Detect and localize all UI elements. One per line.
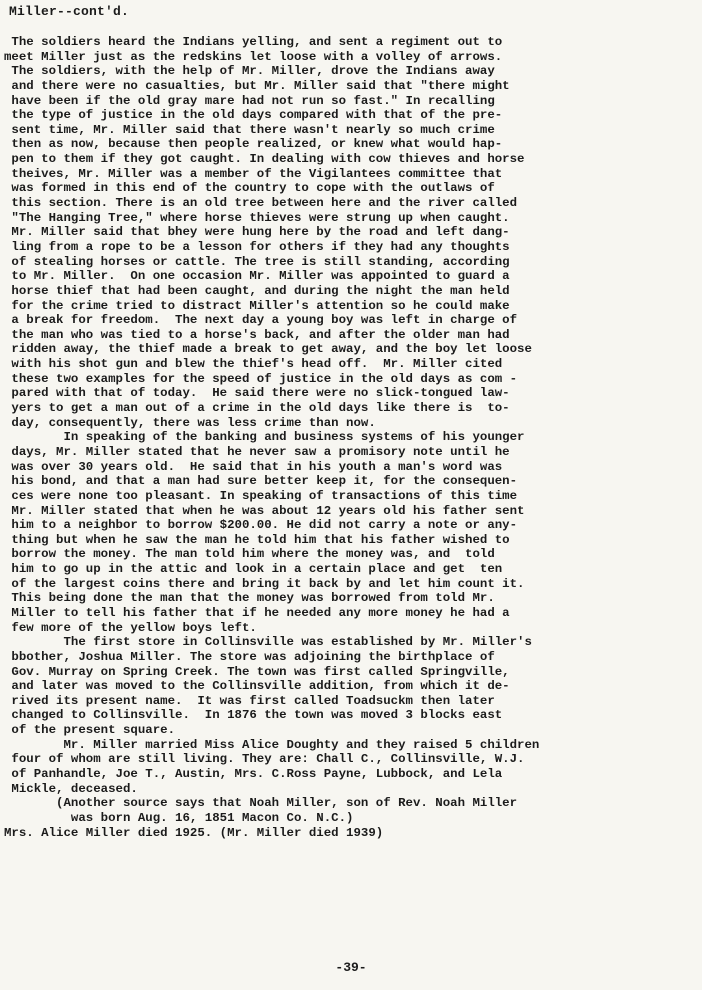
text-line: Mrs. Alice Miller died 1925. (Mr. Miller died 1939) bbox=[4, 825, 384, 840]
text-line: the man who was tied to a horse's back, and after the older man had bbox=[4, 327, 510, 342]
text-line: have been if the old gray mare had not run so fast." In recalling bbox=[4, 93, 495, 108]
text-line: him to a neighbor to borrow $200.00. He did not carry a note or any- bbox=[4, 518, 518, 533]
text-line: bbother, Joshua Miller. The store was adjoining the birthplace of bbox=[4, 649, 495, 664]
text-line: ling from a rope to be a lesson for others if they had any thoughts bbox=[4, 239, 510, 254]
page-number: -39- bbox=[335, 960, 367, 975]
text-line: days, Mr. Miller stated that he never saw a promisory note until he bbox=[4, 444, 510, 459]
text-line: of stealing horses or cattle. The tree is still standing, according bbox=[4, 254, 510, 269]
text-line: of Panhandle, Joe T., Austin, Mrs. C.Ross Payne, Lubbock, and Lela bbox=[4, 767, 503, 782]
text-line: sent time, Mr. Miller said that there wasn't nearly so much crime bbox=[4, 122, 495, 137]
text-line: Gov. Murray on Spring Creek. The town was first called Springville, bbox=[4, 664, 510, 679]
text-line: (Another source says that Noah Miller, son of Rev. Noah Miller bbox=[4, 796, 518, 811]
text-line: was formed in this end of the country to cope with the outlaws of bbox=[4, 181, 495, 196]
text-line: this section. There is an old tree between here and the river called bbox=[4, 196, 518, 211]
text-line: ridden away, the thief made a break to get away, and the boy let loose bbox=[4, 342, 532, 357]
text-line: Mr. Miller married Miss Alice Doughty and they raised 5 children bbox=[4, 737, 540, 752]
text-line: and there were no casualties, but Mr. Miller said that "there might bbox=[4, 78, 510, 93]
text-line: Miller to tell his father that if he needed any more money he had a bbox=[4, 605, 510, 620]
text-line: to Mr. Miller. On one occasion Mr. Miller was appointed to guard a bbox=[4, 269, 510, 284]
text-line: then as now, because then people realized, or knew what would hap- bbox=[4, 137, 503, 152]
text-line: of the largest coins there and bring it back by and let him count it. bbox=[4, 576, 525, 591]
text-line: thing but when he saw the man he told him that his father wished to bbox=[4, 532, 510, 547]
text-line: rived its present name. It was first called Toadsuckm then later bbox=[4, 693, 495, 708]
text-line: four of whom are still living. They are: Chall C., Collinsville, W.J. bbox=[4, 752, 525, 767]
text-line: pared with that of today. He said there were no slick-tongued law- bbox=[4, 386, 510, 401]
text-line: Mickle, deceased. bbox=[4, 781, 138, 796]
text-line: horse thief that had been caught, and during the night the man held bbox=[4, 283, 510, 298]
text-line: ces were none too pleasant. In speaking of transactions of this time bbox=[4, 488, 518, 503]
text-line: was over 30 years old. He said that in his youth a man's word was bbox=[4, 459, 503, 474]
text-line: borrow the money. The man told him where the money was, and told bbox=[4, 547, 495, 562]
text-line: these two examples for the speed of justice in the old days as com - bbox=[4, 371, 518, 386]
text-line: Mr. Miller stated that when he was about 12 years old his father sent bbox=[4, 503, 525, 518]
text-line: and later was moved to the Collinsville addition, from which it de- bbox=[4, 679, 510, 694]
text-line: "The Hanging Tree," where horse thieves were strung up when caught. bbox=[4, 210, 510, 225]
text-line: with his shot gun and blew the thief's head off. Mr. Miller cited bbox=[4, 357, 503, 372]
text-line: his bond, and that a man had sure better keep it, for the consequen- bbox=[4, 474, 518, 489]
text-line: day, consequently, there was less crime than now. bbox=[4, 415, 376, 430]
text-line: him to go up in the attic and look in a certain place and get ten bbox=[4, 562, 503, 577]
text-line: pen to them if they got caught. In dealing with cow thieves and horse bbox=[4, 152, 525, 167]
text-line: The soldiers heard the Indians yelling, and sent a regiment out to bbox=[4, 35, 503, 49]
text-line: This being done the man that the money was borrowed from told Mr. bbox=[4, 591, 495, 606]
text-line: The first store in Collinsville was established by Mr. Miller's bbox=[4, 635, 532, 650]
text-line: theives, Mr. Miller was a member of the Vigilantees committee that bbox=[4, 166, 503, 181]
text-line: for the crime tried to distract Miller's attention so he could make bbox=[4, 298, 510, 313]
text-line: was born Aug. 16, 1851 Macon Co. N.C.) bbox=[4, 810, 354, 825]
text-line: The soldiers, with the help of Mr. Miller, drove the Indians away bbox=[4, 64, 495, 79]
text-line: Mr. Miller said that bhey were hung here by the road and left dang- bbox=[4, 225, 510, 240]
text-line: meet Miller just as the redskins let loose with a volley of arrows. bbox=[4, 49, 503, 64]
page-header: Miller--cont'd. bbox=[9, 4, 130, 19]
document-body bbox=[4, 35, 698, 840]
text-line: a break for freedom. The next day a young boy was left in charge of bbox=[4, 313, 518, 328]
text-line: few more of the yellow boys left. bbox=[4, 620, 257, 635]
text-line: changed to Collinsville. In 1876 the town was moved 3 blocks east bbox=[4, 708, 503, 723]
text-line: yers to get a man out of a crime in the old days like there is to- bbox=[4, 401, 510, 416]
text-line: of the present square. bbox=[4, 723, 176, 738]
text-line: In speaking of the banking and business systems of his younger bbox=[4, 430, 525, 445]
text-line: the type of justice in the old days compared with that of the pre- bbox=[4, 108, 503, 123]
